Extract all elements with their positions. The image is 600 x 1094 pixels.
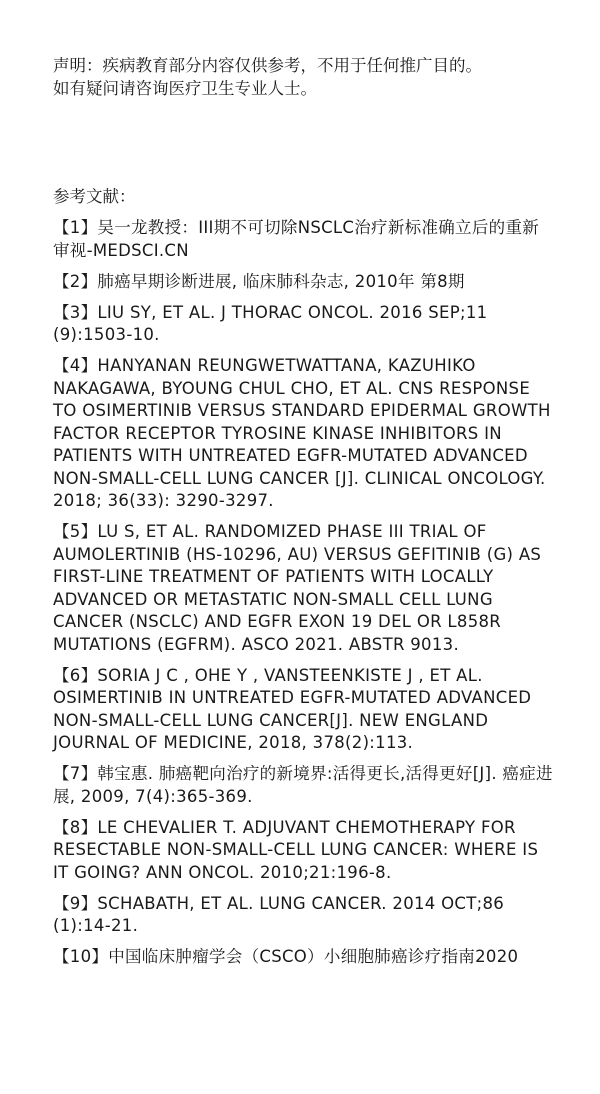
reference-list (53, 217, 553, 977)
reference-item-2: 【2】肺癌早期诊断进展, 临床肺科杂志, 2010年 第8期 (53, 271, 465, 291)
reference-item-10: 【10】中国临床肿瘤学会（CSCO）小细胞肺癌诊疗指南2020 (53, 947, 519, 966)
reference-item-1: 【1】吴一龙教授：III期不可切除NSCLC治疗新标准确立后的重新审视-MEDSCI.CN (53, 218, 540, 260)
disclaimer (53, 54, 573, 100)
reference-item-8: 【8】LE CHEVALIER T. ADJUVANT CHEMOTHERAPY FOR RESECTABLE NON-SMALL-CELL LUNG CANCER: WHERE IS IT GOING? ANN ONCOL. 2010;21:196-8. (53, 817, 539, 882)
disclaimer-line-1: 声明：疾病教育部分内容仅供参考，不用于任何推广目的。 (53, 56, 482, 75)
reference-item-5: 【5】LU S, ET AL. RANDOMIZED PHASE III TRIAL OF AUMOLERTINIB (HS-10296, AU) VERSUS GEFITINIB (G) AS FIRST-LINE TREATMENT OF PATIENTS WITH LOCALLY ADVANCED OR METASTATIC NON-SMALL CELL LUNG CANCER (NSCLC) AND EGFR EXON 19 DEL OR L858R MUTATIONS (EGFRM). ASCO 2021. ABSTR 9013. (53, 522, 542, 654)
disclaimer-line-2: 如有疑问请咨询医疗卫生专业人士。 (53, 79, 317, 98)
reference-item-6: 【6】SORIA J C , OHE Y , VANSTEENKISTE J , ET AL. OSIMERTINIB IN UNTREATED EGFR-MUTATED ADVANCED NON-SMALL-CELL LUNG CANCER[J]. NEW ENGLAND JOURNAL OF MEDICINE, 2018, 378(2):113. (53, 665, 532, 752)
references-heading: 参考文献： (53, 187, 136, 206)
reference-item-7: 【7】韩宝惠. 肺癌靶向治疗的新境界:活得更长,活得更好[J]. 癌症进展, 2009, 7(4):365-369. (53, 764, 553, 806)
reference-item-4: 【4】HANYANAN REUNGWETWATTANA, KAZUHIKO NAKAGAWA, BYOUNG CHUL CHO, ET AL. CNS RESPONSE TO OSIMERTINIB VERSUS STANDARD EPIDERMAL GROWTH FACTOR RECEPTOR TYROSINE KINASE INHIBITORS IN PATIENTS WITH UNTREATED EGFR-MUTATED ADVANCED NON-SMALL-CELL LUNG CANCER [J]. CLINICAL ONCOLOGY. 2018; 36(33): 3290-3297. (53, 356, 551, 510)
reference-item-9: 【9】SCHABATH, ET AL. LUNG CANCER. 2014 OCT;86 (1):14-21. (53, 893, 505, 935)
reference-item-3: 【3】LIU SY, ET AL. J THORAC ONCOL. 2016 SEP;11 (9):1503-10. (53, 302, 488, 344)
